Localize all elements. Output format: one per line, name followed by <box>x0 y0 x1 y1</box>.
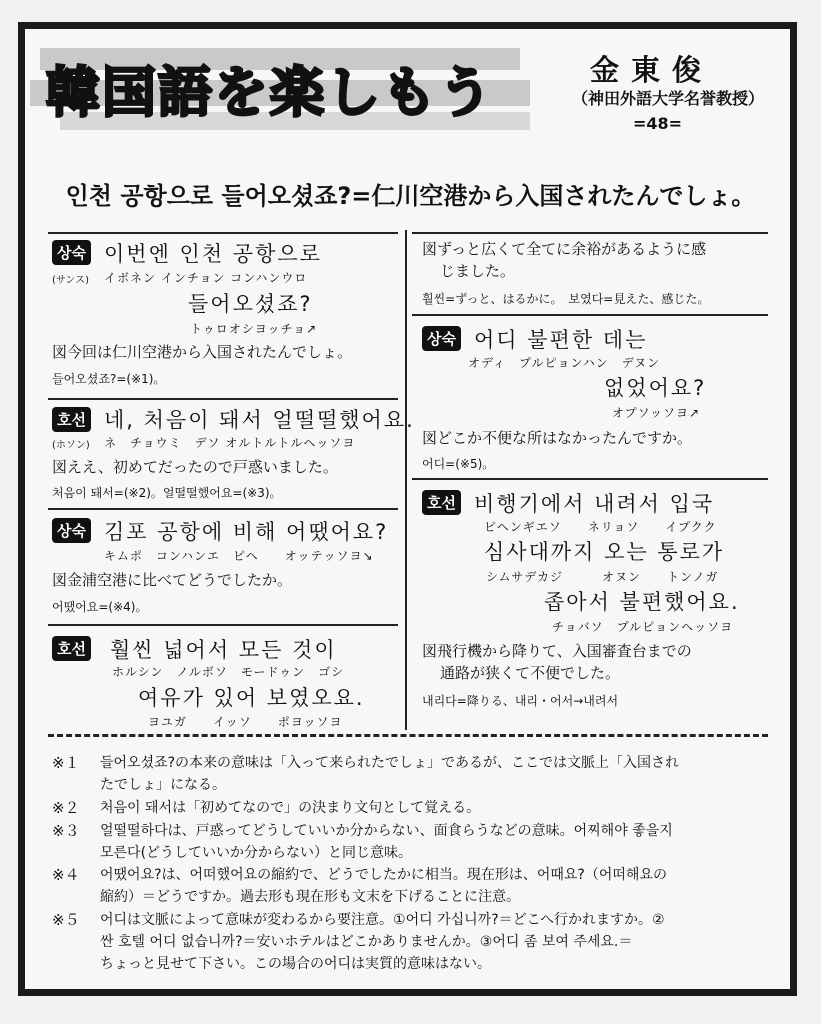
right-top-rule <box>412 232 768 234</box>
dialogue-block <box>52 240 91 265</box>
katakana-reading: チョバソ プルピョンヘッソヨ <box>552 620 734 634</box>
vocab-note: 훨씬=ずっと、はるかに。 보였다=見えた、感じた。 <box>422 292 710 306</box>
speaker-badge: 호선 <box>52 636 91 661</box>
translation-marker: 図 <box>422 642 438 660</box>
katakana-reading: ネ チョウミ デソ オルトルトルヘッソヨ <box>104 436 356 450</box>
katakana-reading: オディ プルピョンハン デヌン <box>468 356 661 370</box>
katakana-reading: オプソッソヨ↗ <box>612 406 701 420</box>
left-rule-3 <box>48 508 398 510</box>
katakana-reading: ヨユガ イッソ ポヨッソヨ <box>148 715 343 729</box>
japanese-translation-cont: 通路が狭くて不便でした。 <box>440 664 621 682</box>
vocab-note: 어땠어요=(※4)。 <box>52 600 148 614</box>
reading-tag: (ホソン) <box>52 440 90 451</box>
korean-line: 훨씬 넓어서 모든 것이 <box>110 638 337 662</box>
korean-line: 들어오셨죠? <box>188 292 313 316</box>
translation-marker: 図 <box>422 429 438 447</box>
translation-marker: 図 <box>422 240 438 258</box>
column-divider <box>405 230 407 730</box>
katakana-reading: トゥロオシヨッチョ↗ <box>190 322 318 336</box>
vocab-note: 어디=(※5)。 <box>422 457 495 471</box>
footnote-mark: ※５ <box>52 911 80 929</box>
katakana-reading: イボネン インチョン コンハンウロ <box>104 271 308 285</box>
footnote-mark: ※３ <box>52 822 80 840</box>
speaker-badge: 호선 <box>52 407 91 432</box>
author-name: 金東俊 <box>590 53 714 87</box>
reading-tag: (サンス) <box>52 275 90 286</box>
headline: 인천 공항으로 들어오셨죠?=仁川空港から入国されたんでしょ。 <box>65 182 756 210</box>
speaker-badge: 상숙 <box>52 518 91 543</box>
japanese-translation-cont: じました。 <box>440 262 516 280</box>
vocab-note: 내리다=降りる、내리・어서→내려서 <box>422 694 619 708</box>
author-affiliation: （神田外語大学名誉教授） <box>572 89 765 108</box>
right-rule-3 <box>412 478 768 480</box>
vocab-note: 처음이 돼서=(※2)。얼떨떨했어요=(※3)。 <box>52 486 282 500</box>
japanese-translation: 図どこか不便な所はなかったんですか。 <box>422 429 693 447</box>
column-title: 韓国語を楽しもう <box>46 61 494 124</box>
speaker-badge: 상숙 <box>52 240 91 265</box>
footnote-text: 싼 호텔 어디 없습니까?＝安いホテルはどこかありませんか。③어디 좀 보여 주세요.＝ <box>100 934 633 950</box>
footnote-text: 縮約）＝どうですか。過去形も現在形も文末を下げることに注意。 <box>100 889 520 905</box>
korean-line: 김포 공항에 비해 어땠어요? <box>104 520 389 544</box>
katakana-reading: シムサデカジ オヌン トンノガ <box>486 570 719 584</box>
korean-line: 좁아서 불편했어요. <box>544 590 740 614</box>
korean-line: 어디 불편한 데는 <box>474 328 648 352</box>
speaker-badge: 상숙 <box>422 326 461 351</box>
katakana-reading: キムポ コンハンエ ピヘ オッテッソヨ↘ <box>104 549 374 563</box>
japanese-translation: 図今回は仁川空港から入国されたんでしょ。 <box>52 343 353 361</box>
issue-number: =48= <box>633 114 683 133</box>
dialogue-block <box>422 490 461 515</box>
translation-marker: 図 <box>52 571 68 589</box>
footnote-mark: ※１ <box>52 754 80 772</box>
japanese-translation: 図ずっと広くて全てに余裕があるように感 <box>422 240 707 258</box>
speaker-badge: 호선 <box>422 490 461 515</box>
footnote-text: 들어오셨죠?の本来の意味は「入って来られたでしょ」であるが、ここでは文脈上「入国され <box>100 755 680 771</box>
translation-marker: 図 <box>52 343 68 361</box>
footnote-text: 얼떨떨하다は、戸惑ってどうしていいか分からない、面食らうなどの意味。어찌해야 좋을지 <box>100 823 673 839</box>
translation-marker: 図 <box>52 458 68 476</box>
korean-line: 심사대까지 오는 통로가 <box>484 540 725 564</box>
korean-line: 이번엔 인천 공항으로 <box>104 242 322 266</box>
left-rule-2 <box>48 398 398 400</box>
katakana-reading: ピヘンギエソ ネリョソ イプクク <box>484 520 717 534</box>
left-top-rule <box>48 232 398 234</box>
left-rule-4 <box>48 624 398 626</box>
footnote-text: 처음이 돼서は「初めてなので」の決まり文句として覚える。 <box>100 800 481 816</box>
footnote-text: たでしょ」になる。 <box>100 777 226 793</box>
footnote-text: 어땠어요?は、어떠했어요の縮約で、どうでしたかに相当。現在形は、어때요?（어떠해요の <box>100 867 667 883</box>
footnote-mark: ※２ <box>52 799 80 817</box>
korean-line: 비행기에서 내려서 입국 <box>474 492 715 516</box>
dialogue-block <box>422 326 461 351</box>
footnote-mark: ※４ <box>52 866 80 884</box>
footnote-separator <box>48 734 768 737</box>
korean-line: 없었어요? <box>604 376 707 400</box>
japanese-translation: 図飛行機から降りて、入国審査台までの <box>422 642 692 660</box>
dialogue-block <box>52 636 91 661</box>
footnote-text: 어디は文脈によって意味が変わるから要注意。①어디 가십니까?＝どこへ行かれますか。② <box>100 912 665 928</box>
katakana-reading: ホルシン ノルボソ モードゥン ゴシ <box>112 665 345 679</box>
dialogue-block <box>52 518 91 543</box>
right-rule-2 <box>412 314 768 316</box>
vocab-note: 들어오셨죠?=(※1)。 <box>52 372 166 386</box>
footnote-text: 모른다(どうしていいか分からない）と同じ意味。 <box>100 845 413 861</box>
korean-line: 네, 처음이 돼서 얼떨떨했어요. <box>104 408 415 432</box>
japanese-translation: 図ええ、初めてだったので戸惑いました。 <box>52 458 338 476</box>
footnote-text: ちょっと見せて下さい。この場合の어디は実質的意味はない。 <box>100 956 492 972</box>
korean-line: 여유가 있어 보였오요. <box>138 686 365 710</box>
japanese-translation: 図金浦空港に比べてどうでしたか。 <box>52 571 293 589</box>
dialogue-block <box>52 407 91 432</box>
